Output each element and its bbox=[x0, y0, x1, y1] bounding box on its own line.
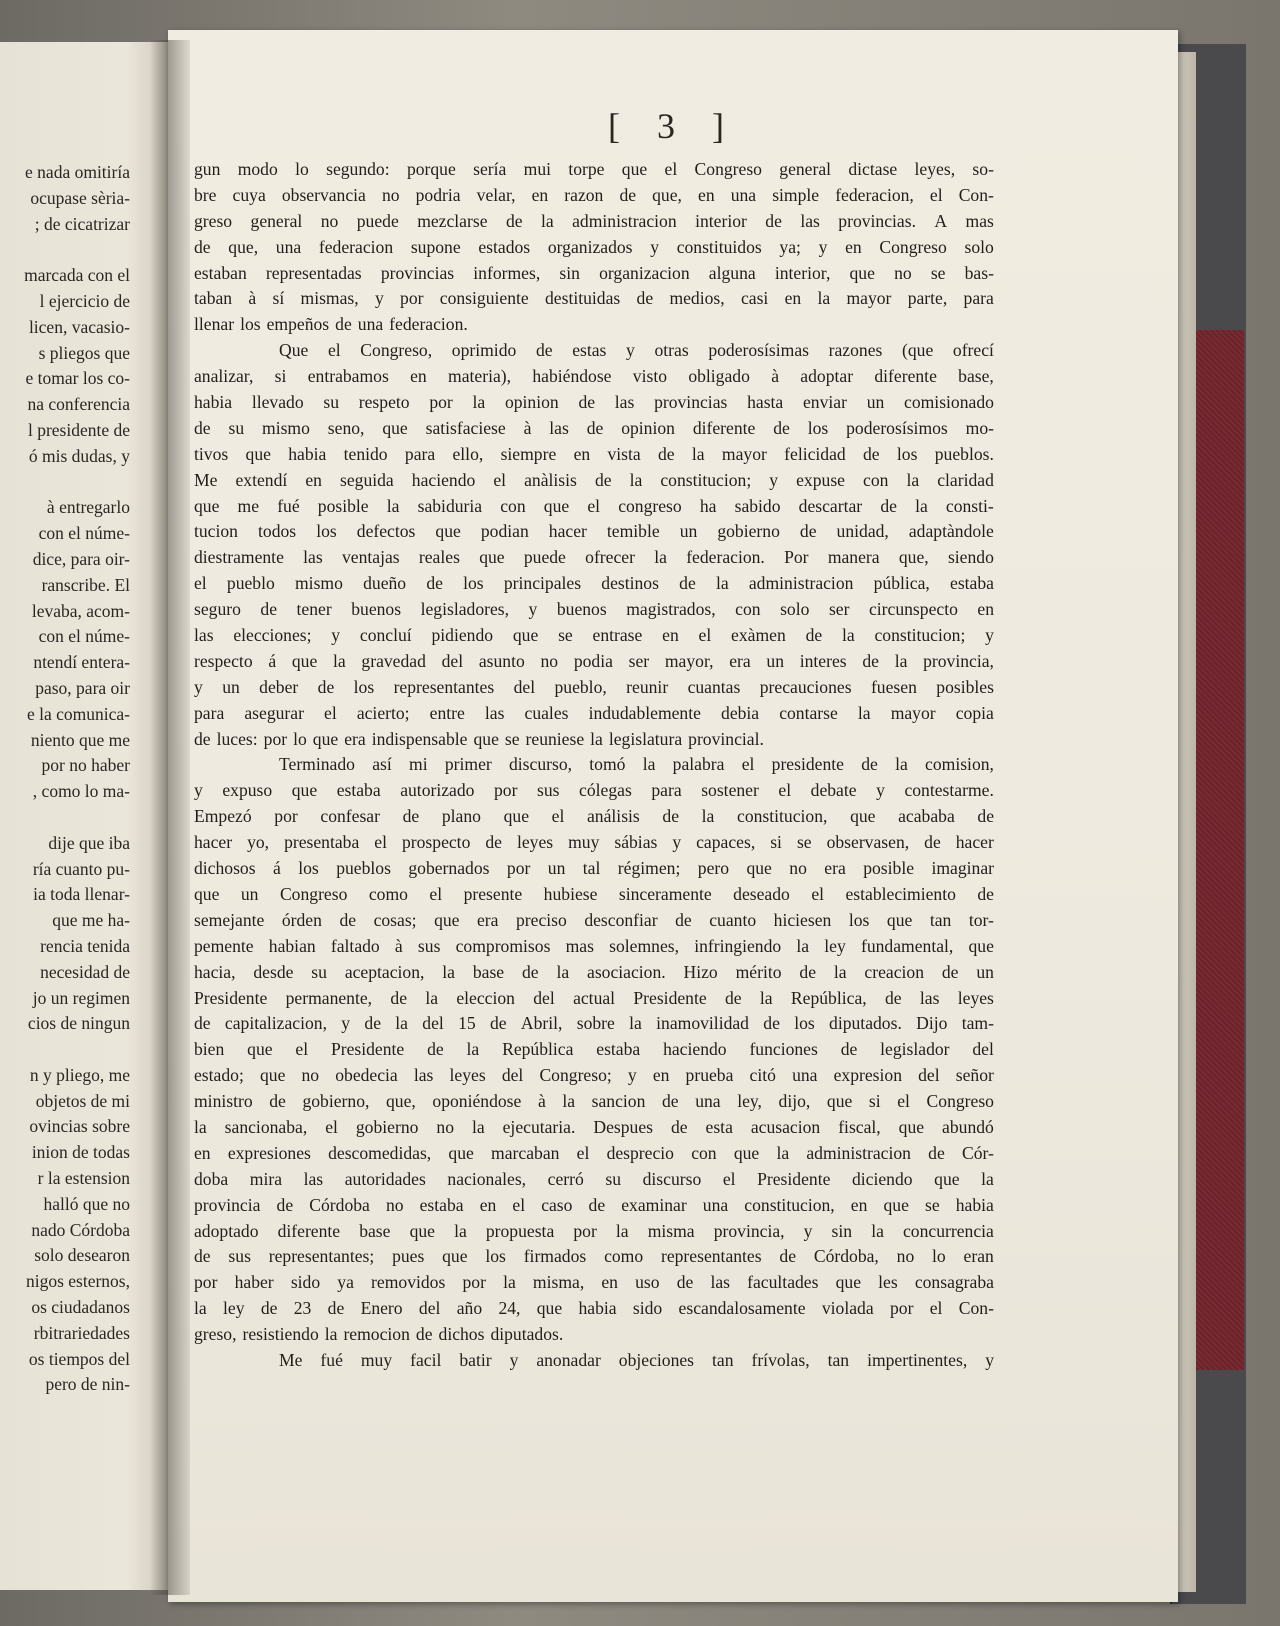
left-page-line: ovincias sobre bbox=[29, 1116, 130, 1137]
left-page-line: nado Córdoba bbox=[31, 1219, 130, 1240]
text-line: y expuso que estaba autorizado por sus cólegas para sostener el debate y contestarme. bbox=[194, 780, 994, 801]
text-line: tivos que habia tenido para ello, siempre en vista de la mayor felicidad de los pueblos. bbox=[194, 443, 994, 464]
left-page-line: que me ha- bbox=[52, 910, 130, 931]
text-line: en expresiones descomedidas, que marcaban el desprecio con que la administracion de Cór- bbox=[194, 1142, 994, 1163]
left-page-line: nigos esternos, bbox=[25, 1271, 130, 1292]
text-line: seguro de tener buenos legisladores, y buenos magistrados, con solo ser circunspecto en bbox=[194, 599, 994, 620]
left-page-line: e la comunica- bbox=[26, 703, 130, 724]
text-line: para asegurar el acierto; entre las cuales indudablemente debia contarse la mayor copia bbox=[194, 702, 994, 723]
left-page-line: inion de todas bbox=[31, 1142, 130, 1163]
text-line: habia llevado su respeto por la opinion de las provincias hasta enviar un comisionado bbox=[194, 392, 994, 413]
page-number: [ 3 ] bbox=[608, 106, 738, 146]
left-page-line: jo un regimen bbox=[32, 987, 130, 1008]
left-page-line: con el núme- bbox=[38, 626, 130, 647]
text-line: provincia de Córdoba no estaba en el caso de examinar una constitucion, en que se habia bbox=[194, 1194, 994, 1215]
left-page-line: à entregarlo bbox=[46, 497, 130, 518]
gutter-shadow bbox=[150, 40, 190, 1595]
text-line: las elecciones; y concluí pidiendo que se entrase en el exàmen de la constitucion; y bbox=[194, 625, 994, 646]
left-page-line: con el núme- bbox=[38, 523, 130, 544]
left-page-line: ntendí entera- bbox=[33, 652, 130, 673]
left-page-line: dice, para oir- bbox=[32, 548, 130, 569]
left-page-line: halló que no bbox=[43, 1193, 130, 1214]
left-page-line: l ejercicio de bbox=[39, 290, 130, 311]
text-line: pemente habian faltado à sus compromisos mas solemnes, infringiendo la ley fundamental, que bbox=[194, 935, 994, 956]
text-line: el pueblo mismo dueño de los principales destinos de la administracion pública, estaba bbox=[194, 573, 994, 594]
left-page-line: licen, vacasio- bbox=[28, 316, 130, 337]
text-line: que me fué posible la sabiduria con que el congreso ha sabido descartar de la consti- bbox=[194, 495, 994, 516]
text-line: la ley de 23 de Enero del año 24, que habia sido escandalosamente violada por el Con- bbox=[194, 1298, 994, 1319]
book-cover-cloth bbox=[1192, 330, 1244, 1370]
left-page-line: r la estension bbox=[37, 1168, 130, 1189]
text-line: llenar los empeños de una federacion. bbox=[194, 314, 468, 335]
text-line: Me fué muy facil batir y anonadar objeciones tan frívolas, tan impertinentes, y bbox=[279, 1349, 994, 1370]
left-page-line bbox=[0, 1037, 130, 1063]
left-page-line: l presidente de bbox=[27, 419, 130, 440]
text-line: Empezó por confesar de plano que el análisis de la constitucion, que acababa de bbox=[194, 806, 994, 827]
text-line: diestramente las ventajas reales que puede ofrecer la federacion. Por manera que, siendo bbox=[194, 547, 994, 568]
text-line: greso general no puede mezclarse de la administracion interior de las provincias. A mas bbox=[194, 210, 994, 231]
left-page-line: ocupase sèria- bbox=[30, 187, 130, 208]
text-line: gun modo lo segundo: porque sería mui torpe que el Congreso general dictase leyes, so- bbox=[194, 159, 994, 179]
left-page-line: necesidad de bbox=[40, 961, 130, 982]
left-page-line: marcada con el bbox=[24, 265, 130, 286]
text-line: de su mismo seno, que satisfaciese à las de opinion diferente de los poderosísimos mo- bbox=[194, 417, 994, 438]
left-page-line: niento que me bbox=[30, 729, 130, 750]
text-line: Que el Congreso, oprimido de estas y otras poderosísimas razones (que ofrecí bbox=[279, 340, 994, 361]
left-page bbox=[0, 42, 168, 1590]
left-page-line: por no haber bbox=[41, 755, 130, 776]
text-line: tucion todos los defectos que podian hacer temible un gobierno de unidad, adaptàndole bbox=[194, 521, 994, 542]
left-page-line: e tomar los co- bbox=[25, 368, 130, 389]
left-page-line: paso, para oir bbox=[35, 677, 130, 698]
body-text bbox=[194, 157, 994, 1374]
left-page-line: n y pliego, me bbox=[29, 1064, 130, 1085]
text-line: Presidente permanente, de la eleccion del actual Presidente de la República, de las leyes bbox=[194, 987, 994, 1008]
text-line: analizar, si entrabamos en materia), habiéndose visto obligado à adoptar diferente base, bbox=[194, 366, 994, 387]
left-page-line: ranscribe. El bbox=[41, 574, 130, 595]
left-page-line: ia toda llenar- bbox=[33, 884, 130, 905]
text-line: que un Congreso como el presente hubiese sinceramente deseado el establecimiento de bbox=[194, 883, 994, 904]
text-line: bre cuya observancia no podria velar, en razon de que, en una simple federacion, el Con- bbox=[194, 184, 994, 205]
left-page-line: ; de cicatrizar bbox=[34, 213, 130, 234]
text-line: y un deber de los representantes del pueblo, reunir cuantas precauciones fuesen posibles bbox=[194, 676, 994, 697]
left-page-line bbox=[0, 805, 130, 831]
text-line: taban à sí mismas, y por consiguiente destituidas de medios, casi en la mayor parte, para bbox=[194, 288, 994, 309]
left-page-line: rbitrariedades bbox=[33, 1322, 130, 1343]
left-page-line: levaba, acom- bbox=[31, 600, 130, 621]
text-line: semejante órden de cosas; que era preciso desconfiar de cuanto hiciesen los que tan tor- bbox=[194, 909, 994, 930]
text-line: bien que el Presidente de la República estaba haciendo funciones de legislador del bbox=[194, 1039, 994, 1060]
text-line: hacia, desde su aceptacion, la base de la asociacion. Hizo mérito de la creacion de un bbox=[194, 961, 994, 982]
text-line: respecto á que la gravedad del asunto no podia ser mayor, era un interes de la provincia, bbox=[194, 650, 994, 671]
text-line: de que, una federacion supone estados organizados y constituidos ya; y en Congreso solo bbox=[194, 236, 994, 257]
text-line: ministro de gobierno, que, oponiéndose à la sancion de una ley, dijo, que si el Congreso bbox=[194, 1091, 994, 1112]
text-line: de capitalizacion, y de la del 15 de Abril, sobre la inamovilidad de los diputados. Dijo tam- bbox=[194, 1013, 994, 1034]
left-page-line: rencia tenida bbox=[40, 935, 130, 956]
text-line: estado; que no obedecia las leyes del Congreso; y en prueba citó una expresion del señor bbox=[194, 1065, 994, 1086]
text-line: adoptado diferente base que la propuesta por la misma provincia, y sin la concurrencia bbox=[194, 1220, 994, 1241]
text-line: doba mira las autoridades nacionales, cerró su discurso el Presidente diciendo que la bbox=[194, 1168, 994, 1189]
text-line: Me extendí en seguida haciendo el anàlisis de la constitucion; y expuse con la claridad bbox=[194, 469, 994, 490]
left-page-line: dije que iba bbox=[48, 832, 130, 853]
text-line: de sus representantes; pues que los firmados como representantes de Córdoba, no lo eran bbox=[194, 1246, 994, 1267]
left-page-line: ó mis dudas, y bbox=[28, 445, 130, 466]
text-line: hacer yo, presentaba el prospecto de leyes muy sábias y capaces, si se observasen, de hacer bbox=[194, 832, 994, 853]
text-line: estaban representadas provincias informes, sin organizacion alguna interior, que no se bas- bbox=[194, 262, 994, 283]
left-page-line: cios de ningun bbox=[27, 1013, 130, 1034]
left-page-line: solo desearon bbox=[34, 1245, 130, 1266]
left-page-line: , como lo ma- bbox=[32, 781, 130, 802]
text-line: greso, resistiendo la remocion de dichos diputados. bbox=[194, 1324, 564, 1345]
left-page-line bbox=[0, 237, 130, 263]
text-line: de luces: por lo que era indispensable que se reuniese la legislatura provincial. bbox=[194, 728, 764, 749]
left-page-line: e nada omitiría bbox=[25, 162, 130, 182]
text-line: la sancionaba, el gobierno no la ejecutaria. Despues de esta acusacion fiscal, que abundó bbox=[194, 1116, 994, 1137]
main-page bbox=[168, 30, 1178, 1602]
text-line: Terminado así mi primer discurso, tomó la palabra el presidente de la comision, bbox=[279, 754, 994, 775]
left-page-line: s pliegos que bbox=[38, 342, 130, 363]
left-page-text bbox=[0, 160, 130, 1398]
left-page-line: objetos de mi bbox=[35, 1090, 130, 1111]
left-page-line: ría cuanto pu- bbox=[32, 858, 130, 879]
left-page-line: na conferencia bbox=[27, 394, 130, 415]
left-page-line bbox=[0, 470, 130, 496]
left-page-line: os ciudadanos bbox=[31, 1297, 130, 1318]
text-line: por haber sido ya removidos por la misma, en uso de las facultades que les consagraba bbox=[194, 1272, 994, 1293]
text-line: dichosos á los pueblos gobernados por un tal régimen; pero que no era posible imaginar bbox=[194, 858, 994, 879]
left-page-line: os tiempos del bbox=[28, 1348, 130, 1369]
left-page-line: pero de nin- bbox=[45, 1374, 130, 1395]
